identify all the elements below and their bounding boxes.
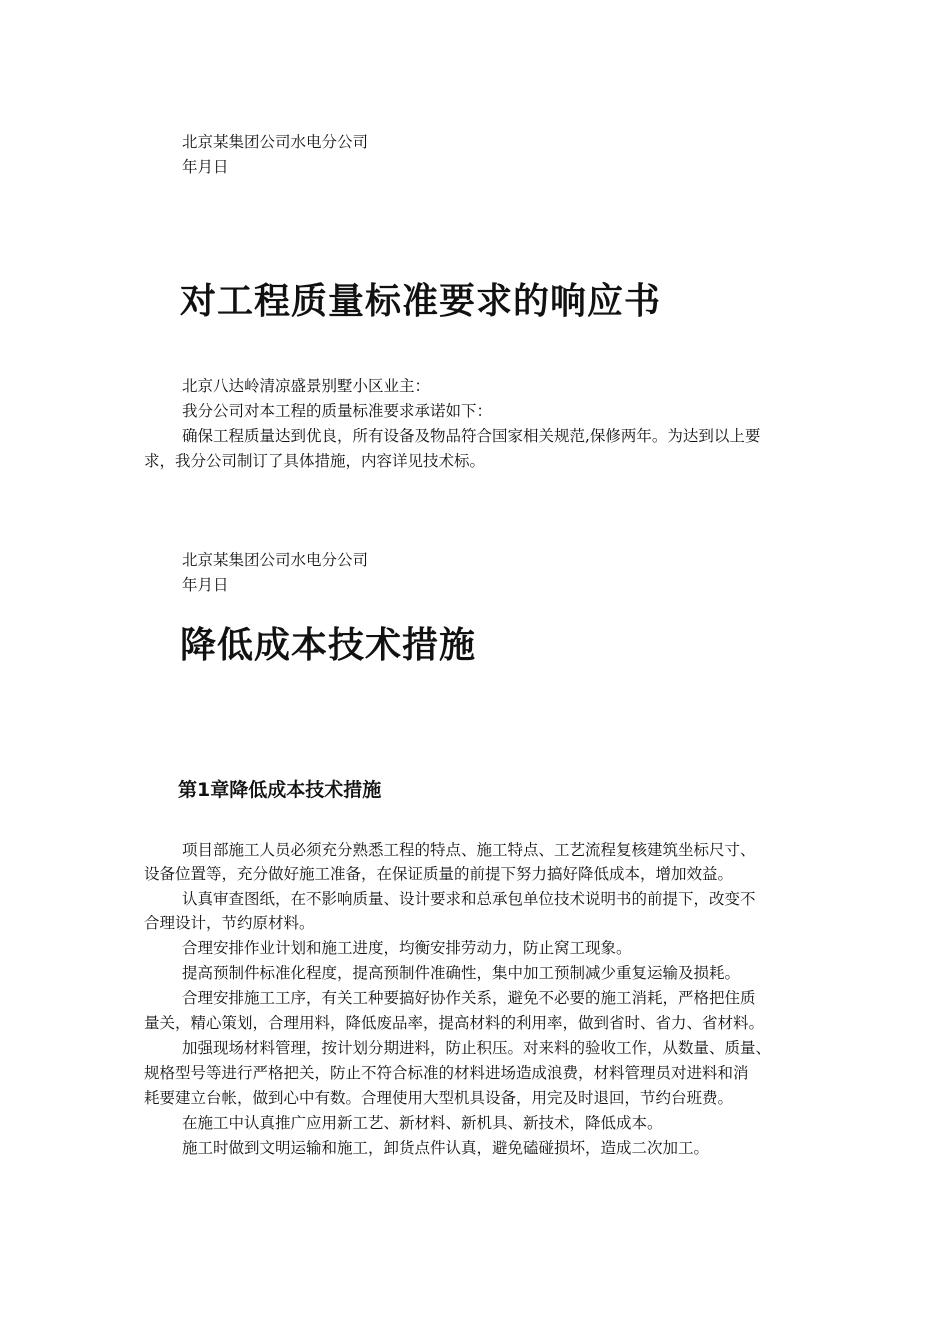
- date-line: 年月日: [182, 576, 229, 594]
- response-title: 对工程质量标准要求的响应书: [180, 281, 662, 322]
- paragraph: 施工时做到文明运输和施工，卸货点件认真，避免磕碰损坏，造成二次加工。: [182, 1139, 710, 1157]
- paragraph: 我分公司对本工程的质量标准要求承诺如下：: [182, 402, 493, 420]
- date-line: 年月日: [182, 158, 229, 176]
- chapter-title: 第1章降低成本技术措施: [178, 779, 382, 801]
- paragraph: 项目部施工人员必须充分熟悉工程的特点、施工特点、工艺流程复核建筑坐标尺寸、: [182, 841, 756, 859]
- company-name: 北京某集团公司水电分公司: [182, 133, 369, 151]
- paragraph: 认真审查图纸，在不影响质量、设计要求和总承包单位技术说明书的前提下，改变不: [182, 890, 756, 908]
- paragraph-continuation: 设备位置等，充分做好施工准备，在保证质量的前提下努力搞好降低成本，增加效益。: [144, 865, 734, 883]
- paragraph: 合理安排施工工序，有关工种要搞好协作关系，避免不必要的施工消耗，严格把住质: [182, 989, 756, 1007]
- paragraph-continuation: 规格型号等进行严格把关，防止不符合标准的材料进场造成浪费，材料管理员对进料和消: [144, 1064, 749, 1082]
- company-name: 北京某集团公司水电分公司: [182, 551, 369, 569]
- paragraph-continuation: 求，我分公司制订了具体措施，内容详见技术标。: [144, 452, 486, 470]
- paragraph: 确保工程质量达到优良，所有设备及物品符合国家相关规范,保修两年。为达到以上要: [182, 427, 761, 445]
- paragraph: 在施工中认真推广应用新工艺、新材料、新机具、新技术，降低成本。: [182, 1114, 663, 1132]
- paragraph: 提高预制件标准化程度，提高预制件准确性，集中加工预制减少重复运输及损耗。: [182, 964, 741, 982]
- paragraph: 加强现场材料管理，按计划分期进料，防止积压。对来料的验收工作，从数量、质量、: [182, 1039, 772, 1057]
- paragraph-continuation: 量关，精心策划，合理用料，降低废品率，提高材料的利用率，做到省时、省力、省材料。: [144, 1014, 765, 1032]
- paragraph-continuation: 耗要建立台帐，做到心中有数。合理使用大型机具设备，用完及时退回，节约台班费。: [144, 1089, 734, 1107]
- salutation: 北京八达岭清凉盛景别墅小区业主：: [182, 377, 431, 395]
- paragraph-continuation: 合理设计，节约原材料。: [144, 914, 315, 932]
- paragraph: 合理安排作业计划和施工进度，均衡安排劳动力，防止窝工现象。: [182, 939, 632, 957]
- cost-section-title: 降低成本技术措施: [180, 625, 477, 666]
